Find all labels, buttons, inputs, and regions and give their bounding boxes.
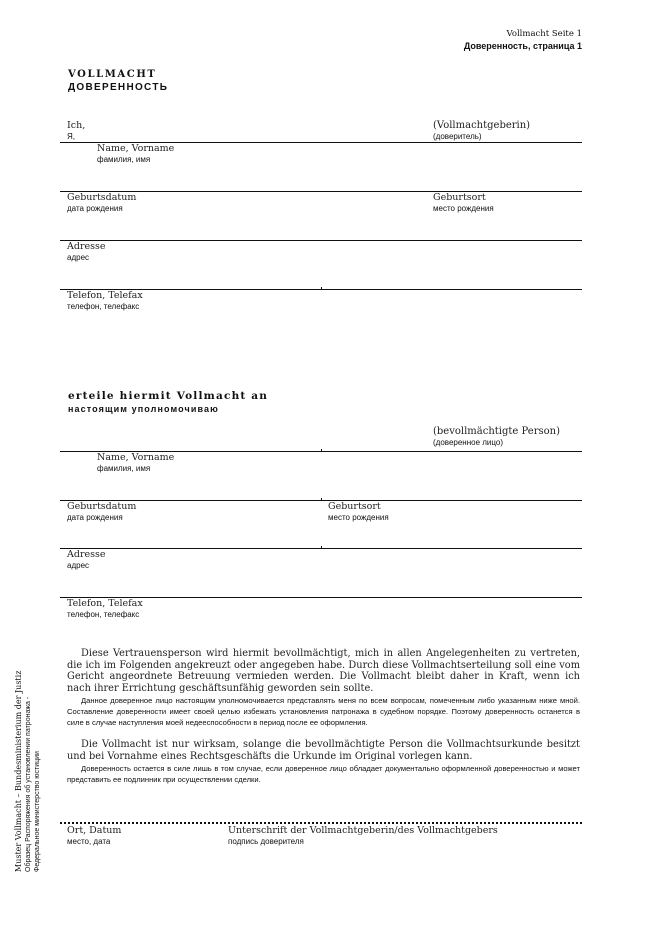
page-header [464,28,582,52]
page-label-ru: Доверенность, страница 1 [463,41,582,51]
body-text [67,648,580,785]
name-de: Name, Vorname [97,143,175,154]
birthdate-ru: дата рождения [67,204,123,213]
place-date-ru: место, дата [67,837,111,846]
birthdate-ru: дата рождения [67,513,123,522]
ich-label [67,120,85,142]
side-note-line-2: Образец Распоряжения об установлении патронажа - [25,696,32,872]
birthplace-de: Geburtsort [328,501,381,512]
birthdate-de: Geburtsdatum [67,501,137,512]
attorney-birthplace-label [328,501,389,523]
grantor-role-label [433,120,530,142]
page-label-de: Vollmacht Seite 1 [506,29,582,39]
signature-ru: подпись доверителя [228,837,304,846]
signature-label [228,825,498,847]
document-title [68,68,168,94]
grantor-role-de: (Vollmachtgeberin) [433,120,531,131]
birthplace-ru: место рождения [433,204,494,213]
grantor-birthplace-label [433,192,494,214]
signature-line[interactable] [60,822,582,824]
name-ru: фамилия, имя [97,155,151,164]
column-tick [321,449,322,452]
column-tick [321,546,322,549]
place-date-label [67,825,121,847]
grantor-birthdate-label [67,192,136,214]
attorney-role-de: (bevollmächtigte Person) [433,426,560,437]
name-ru: фамилия, имя [97,464,151,473]
birthplace-ru: место рождения [328,513,389,522]
grantor-phone-label [67,290,143,312]
title-ru: ДОВЕРЕННОСТЬ [68,82,169,93]
attorney-phone-label [67,598,143,620]
grantor-address-label [67,241,105,263]
title-de: VOLLMACHT [68,69,157,80]
address-de: Adresse [67,549,106,560]
signature-de: Unterschrift der Vollmachtgeberin/des Vollmachtgebers [228,825,498,836]
grantor-address-field[interactable] [60,240,582,241]
attorney-role-ru: (доверенное лицо) [433,438,503,447]
phone-de: Telefon, Telefax [67,290,143,301]
ich-ru: Я, [67,132,75,141]
grantor-role-ru: (доверитель) [433,132,482,141]
phone-de: Telefon, Telefax [67,598,143,609]
paragraph-1-de: Diese Vertrauensperson wird hiermit bevollmächtigt, mich in allen Angelegenheiten zu vertreten, die ich im Folgenden angekreuzt oder angegeben habe. Durch diese Vollmachtserteilung soll eine vom Gericht angeordnete Betreuung vermieden werden. Die Vollmacht bleibt daher in Kraft, wenn ich nach ihrer Errichtung geschäftsunfähig geworden sein sollte. [67,648,580,694]
grant-heading [68,390,268,415]
paragraph-2-de: Die Vollmacht ist nur wirksam, solange die bevollmächtigte Person die Vollmachtsurkunde besitzt und bei Vornahme eines Rechtsgeschäfts die Urkunde im Original vorlegen kann. [67,739,580,762]
name-de: Name, Vorname [97,452,175,463]
ich-de: Ich, [67,120,86,131]
grant-heading-ru: настоящим уполномочиваю [68,404,219,414]
paragraph-2-ru: Доверенность остается в силе лишь в том случае, если доверенное лицо обладает документально оформленной доверенностью и может представить ее подлинник при осуществлении сделки. [67,763,580,784]
attorney-address-label [67,549,105,571]
side-note-line-3: Федеральное министерство юстиции [34,751,41,872]
place-date-de: Ort, Datum [67,825,122,836]
attorney-role-label [433,426,560,448]
phone-ru: телефон, телефакс [67,302,140,311]
address-ru: адрес [67,253,90,262]
birthplace-de: Geburtsort [433,192,486,203]
phone-ru: телефон, телефакс [67,610,140,619]
address-ru: адрес [67,561,90,570]
address-de: Adresse [67,241,106,252]
column-tick [321,498,322,501]
birthdate-de: Geburtsdatum [67,192,137,203]
side-note-line-1: Muster Vollmacht – Bundesministerium der Justiz [14,670,23,872]
grantor-name-label [97,143,174,165]
grantor-birth-field[interactable] [60,191,582,192]
paragraph-1-ru: Данное доверенное лицо настоящим уполномочивается представлять меня по всем вопросам, помеченным либо указанным ниже мной. Составление доверенности имеет своей целью избежать установления патронажа в судебном порядке. Поэтому доверенность останется в силе в случае наступления моей недееспособности в период после ее оформления. [67,696,580,728]
side-note [14,671,42,872]
attorney-birthdate-label [67,501,136,523]
column-tick [321,287,322,290]
grant-heading-de: erteile hiermit Vollmacht an [68,390,269,402]
attorney-name-label [97,452,174,474]
